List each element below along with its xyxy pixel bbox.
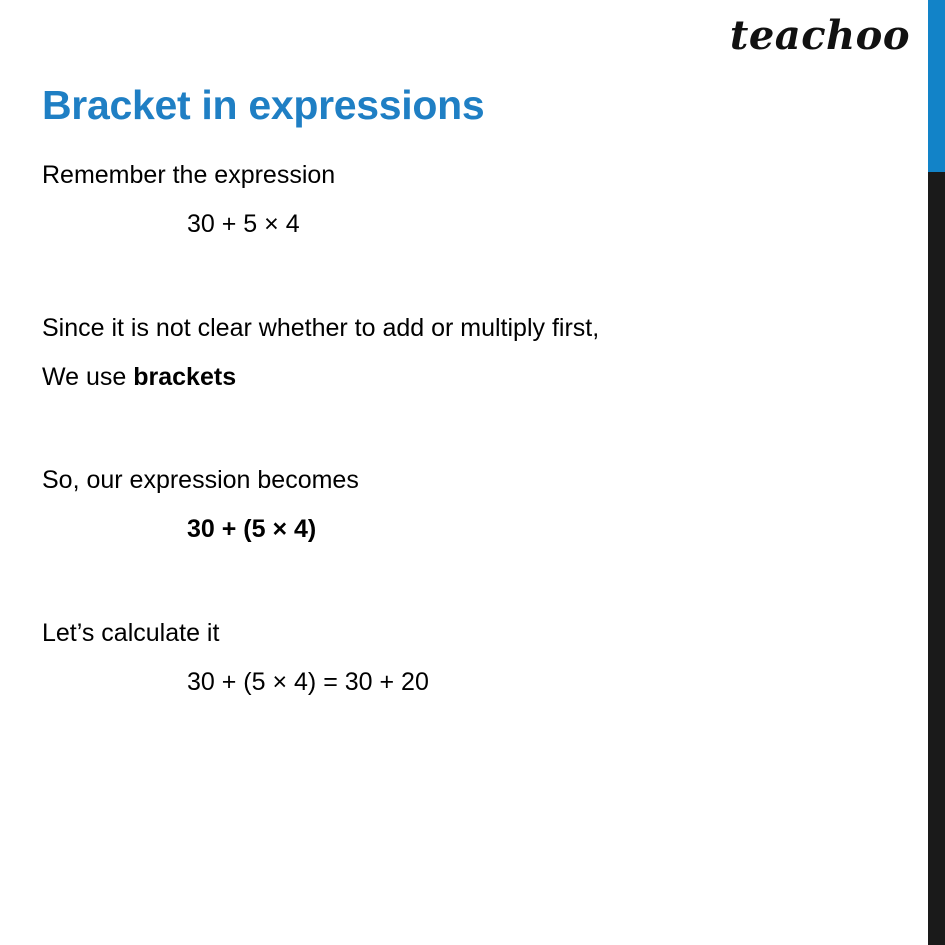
becomes-text: So, our expression becomes	[42, 466, 359, 494]
teachoo-logo: teachoo	[729, 12, 910, 59]
we-use-prefix: We use	[42, 362, 134, 391]
spacer	[42, 344, 872, 362]
right-edge-dark-bar	[928, 172, 945, 945]
spacer	[42, 496, 872, 514]
slide-content	[42, 160, 872, 698]
spacer	[42, 191, 872, 209]
we-use-brackets-line	[42, 362, 872, 393]
reason-text: Since it is not clear whether to add or multiply first,	[42, 313, 600, 342]
expression-one: 30 + 5 × 4	[187, 210, 300, 239]
right-edge-blue-bar	[928, 0, 945, 172]
expression-three: 30 + (5 × 4) = 30 + 20	[187, 667, 429, 696]
page-title: Bracket in expressions	[42, 82, 485, 129]
calculate-text: Let’s calculate it	[42, 618, 220, 647]
brackets-keyword: brackets	[133, 362, 237, 391]
expression-two: 30 + (5 × 4)	[187, 515, 317, 544]
spacer	[42, 393, 872, 465]
spacer	[42, 241, 872, 313]
spacer	[42, 546, 872, 618]
spacer	[42, 649, 872, 667]
intro-text: Remember the expression	[42, 161, 336, 189]
